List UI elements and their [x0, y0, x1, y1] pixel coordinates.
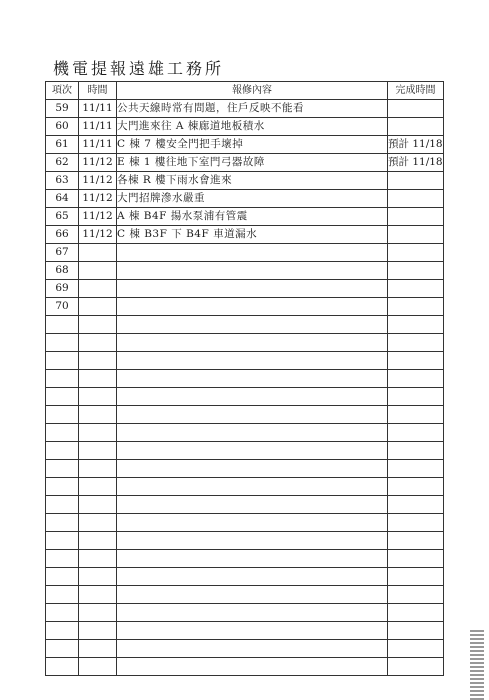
- row-time: [79, 424, 117, 442]
- row-num: [46, 442, 79, 460]
- row-time: [79, 550, 117, 568]
- row-content: 大門招牌滲水嚴重: [117, 190, 388, 208]
- table-row: [46, 658, 444, 676]
- row-num: [46, 658, 79, 676]
- row-done: [388, 406, 444, 424]
- row-time: [79, 388, 117, 406]
- row-content: [117, 388, 388, 406]
- row-done: [388, 424, 444, 442]
- table-row: [46, 496, 444, 514]
- row-done: [388, 334, 444, 352]
- row-content: [117, 478, 388, 496]
- row-time: 11/11: [79, 100, 117, 118]
- table-row: [46, 352, 444, 370]
- header-done: 完成時間: [388, 82, 444, 100]
- table-row: [46, 406, 444, 424]
- row-content: [117, 298, 388, 316]
- row-num: [46, 586, 79, 604]
- row-time: [79, 460, 117, 478]
- row-time: 11/12: [79, 226, 117, 244]
- row-content: [117, 262, 388, 280]
- row-done: [388, 352, 444, 370]
- row-num: [46, 496, 79, 514]
- row-num: [46, 460, 79, 478]
- row-num: 70: [46, 298, 79, 316]
- row-num: [46, 640, 79, 658]
- row-num: 66: [46, 226, 79, 244]
- row-done: [388, 100, 444, 118]
- table-row: [46, 118, 444, 136]
- table-row: [46, 388, 444, 406]
- row-time: 11/11: [79, 136, 117, 154]
- table-row: [46, 622, 444, 640]
- table-row: [46, 442, 444, 460]
- row-num: [46, 370, 79, 388]
- row-done: [388, 442, 444, 460]
- table-row: [46, 640, 444, 658]
- row-done: [388, 226, 444, 244]
- row-content: [117, 334, 388, 352]
- table-row: [46, 154, 444, 172]
- row-done: [388, 316, 444, 334]
- row-done: [388, 640, 444, 658]
- row-content: [117, 604, 388, 622]
- table-row: [46, 370, 444, 388]
- row-content: [117, 352, 388, 370]
- table-row: [46, 550, 444, 568]
- row-num: [46, 622, 79, 640]
- row-content: A 棟 B4F 揚水泵浦有管震: [117, 208, 388, 226]
- row-time: [79, 496, 117, 514]
- binding-stamp: [470, 630, 484, 700]
- row-time: 11/11: [79, 118, 117, 136]
- row-time: 11/12: [79, 190, 117, 208]
- row-content: [117, 316, 388, 334]
- row-time: [79, 280, 117, 298]
- row-content: [117, 622, 388, 640]
- row-done: [388, 496, 444, 514]
- row-num: 69: [46, 280, 79, 298]
- row-content: [117, 460, 388, 478]
- row-time: [79, 406, 117, 424]
- row-num: [46, 550, 79, 568]
- row-content: E 棟 1 樓往地下室門弓器故障: [117, 154, 388, 172]
- table-row: [46, 172, 444, 190]
- row-content: [117, 370, 388, 388]
- row-done: [388, 172, 444, 190]
- table-row: [46, 136, 444, 154]
- table-row: [46, 208, 444, 226]
- row-num: 62: [46, 154, 79, 172]
- row-done: [388, 298, 444, 316]
- row-content: [117, 496, 388, 514]
- row-done: [388, 190, 444, 208]
- row-time: [79, 658, 117, 676]
- row-content: [117, 280, 388, 298]
- row-time: [79, 568, 117, 586]
- row-num: 63: [46, 172, 79, 190]
- row-time: 11/12: [79, 154, 117, 172]
- row-done: [388, 478, 444, 496]
- row-num: [46, 334, 79, 352]
- row-done: [388, 550, 444, 568]
- row-content: [117, 640, 388, 658]
- row-done: [388, 208, 444, 226]
- table-row: [46, 424, 444, 442]
- row-done: [388, 244, 444, 262]
- row-num: 68: [46, 262, 79, 280]
- row-content: [117, 406, 388, 424]
- row-done: [388, 658, 444, 676]
- row-time: [79, 514, 117, 532]
- row-time: [79, 334, 117, 352]
- row-content: [117, 568, 388, 586]
- row-num: 59: [46, 100, 79, 118]
- row-done: [388, 568, 444, 586]
- table-row: [46, 334, 444, 352]
- row-content: [117, 658, 388, 676]
- row-done: 預計 11/18: [388, 154, 444, 172]
- row-num: [46, 478, 79, 496]
- row-num: 64: [46, 190, 79, 208]
- row-time: [79, 622, 117, 640]
- table-row: [46, 226, 444, 244]
- row-num: [46, 604, 79, 622]
- table-row: [46, 460, 444, 478]
- row-num: 67: [46, 244, 79, 262]
- row-time: [79, 298, 117, 316]
- page-title: 機電提報遠雄工務所: [53, 59, 225, 78]
- row-time: [79, 316, 117, 334]
- header-content: 報修內容: [117, 82, 388, 100]
- row-content: 大門進來往 A 棟廊道地板積水: [117, 118, 388, 136]
- row-done: [388, 532, 444, 550]
- row-time: 11/12: [79, 172, 117, 190]
- row-content: C 棟 B3F 下 B4F 車道漏水: [117, 226, 388, 244]
- row-num: [46, 514, 79, 532]
- row-content: [117, 532, 388, 550]
- row-time: [79, 640, 117, 658]
- table-row: [46, 298, 444, 316]
- row-done: [388, 604, 444, 622]
- row-content: 公共天線時常有問題，住戶反映不能看: [117, 100, 388, 118]
- row-content: [117, 550, 388, 568]
- table-row: [46, 478, 444, 496]
- row-num: [46, 424, 79, 442]
- row-content: [117, 586, 388, 604]
- row-time: [79, 442, 117, 460]
- table-body: [46, 100, 444, 676]
- row-num: [46, 532, 79, 550]
- row-time: [79, 604, 117, 622]
- row-content: C 棟 7 樓安全門把手壞掉: [117, 136, 388, 154]
- row-num: [46, 352, 79, 370]
- table-row: [46, 316, 444, 334]
- row-time: [79, 352, 117, 370]
- row-time: [79, 370, 117, 388]
- repair-log-table: [45, 81, 444, 676]
- row-time: [79, 262, 117, 280]
- row-done: [388, 388, 444, 406]
- row-done: [388, 586, 444, 604]
- row-done: [388, 460, 444, 478]
- row-time: [79, 586, 117, 604]
- table-row: [46, 586, 444, 604]
- row-done: [388, 370, 444, 388]
- row-num: 60: [46, 118, 79, 136]
- table-row: [46, 280, 444, 298]
- row-num: [46, 388, 79, 406]
- row-time: 11/12: [79, 208, 117, 226]
- table-row: [46, 190, 444, 208]
- header-num: 項次: [46, 82, 79, 100]
- row-done: [388, 280, 444, 298]
- row-done: [388, 514, 444, 532]
- row-done: [388, 262, 444, 280]
- table-row: [46, 604, 444, 622]
- row-content: [117, 244, 388, 262]
- row-content: [117, 442, 388, 460]
- table-header-row: [46, 82, 444, 100]
- row-done: [388, 118, 444, 136]
- row-content: [117, 424, 388, 442]
- table-row: [46, 532, 444, 550]
- row-content: [117, 514, 388, 532]
- row-num: [46, 568, 79, 586]
- row-time: [79, 532, 117, 550]
- row-time: [79, 478, 117, 496]
- row-time: [79, 244, 117, 262]
- table-row: [46, 514, 444, 532]
- row-num: [46, 316, 79, 334]
- row-done: [388, 622, 444, 640]
- row-content: 各棟 R 樓下雨水會進來: [117, 172, 388, 190]
- row-num: 61: [46, 136, 79, 154]
- row-num: 65: [46, 208, 79, 226]
- table-row: [46, 568, 444, 586]
- table-row: [46, 262, 444, 280]
- row-done: 預計 11/18: [388, 136, 444, 154]
- row-num: [46, 406, 79, 424]
- header-time: 時間: [79, 82, 117, 100]
- table-row: [46, 244, 444, 262]
- table-row: [46, 100, 444, 118]
